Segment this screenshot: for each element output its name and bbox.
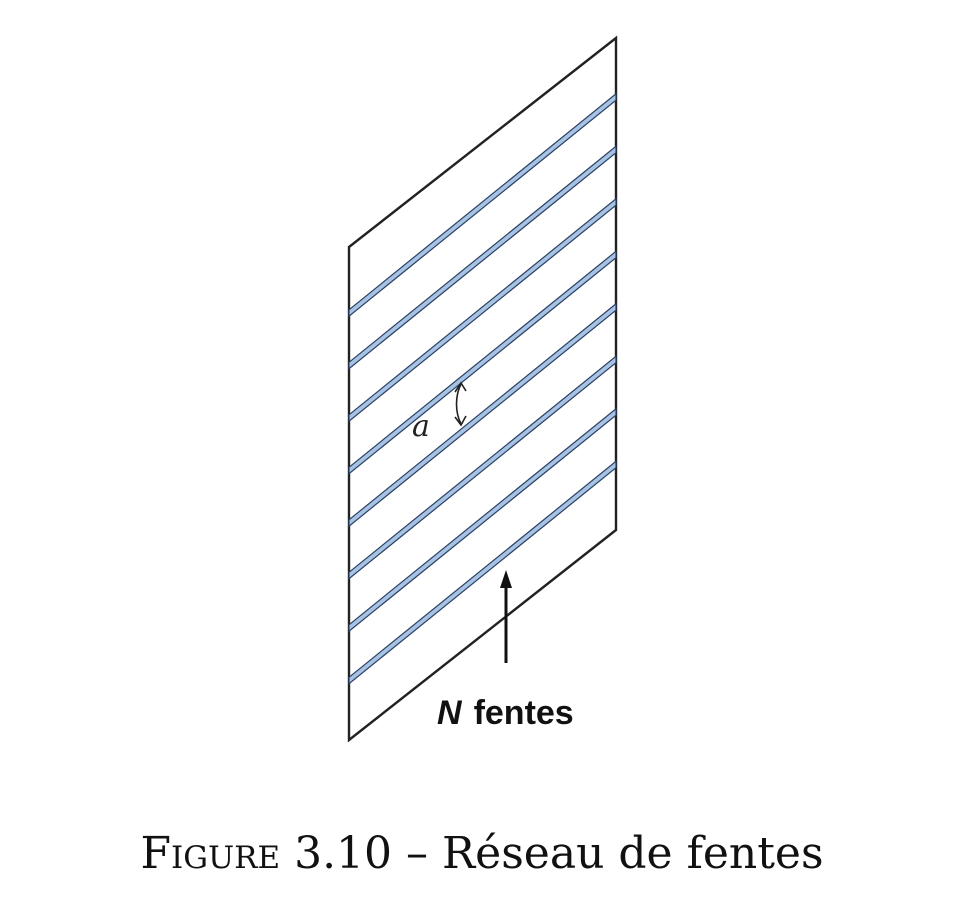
caption-title: Réseau de fentes	[442, 828, 824, 879]
caption-word: Figure	[140, 828, 281, 879]
slit	[349, 356, 616, 578]
slit	[349, 304, 616, 526]
slit-count-label	[437, 694, 574, 732]
slit	[349, 94, 616, 316]
slit	[349, 146, 616, 368]
figure-caption	[0, 828, 964, 879]
slit	[349, 461, 616, 683]
slit-count-symbol: N	[437, 694, 462, 732]
slit	[349, 199, 616, 421]
spacing-label: a	[412, 409, 430, 444]
slits-group	[349, 94, 616, 684]
pointer-arrow	[500, 570, 512, 663]
slit	[349, 409, 616, 631]
caption-separator: –	[406, 828, 429, 879]
caption-number: 3.10	[294, 828, 393, 879]
spacing-arrow	[455, 383, 466, 425]
slit-count-text: fentes	[473, 694, 574, 732]
slit	[349, 251, 616, 473]
